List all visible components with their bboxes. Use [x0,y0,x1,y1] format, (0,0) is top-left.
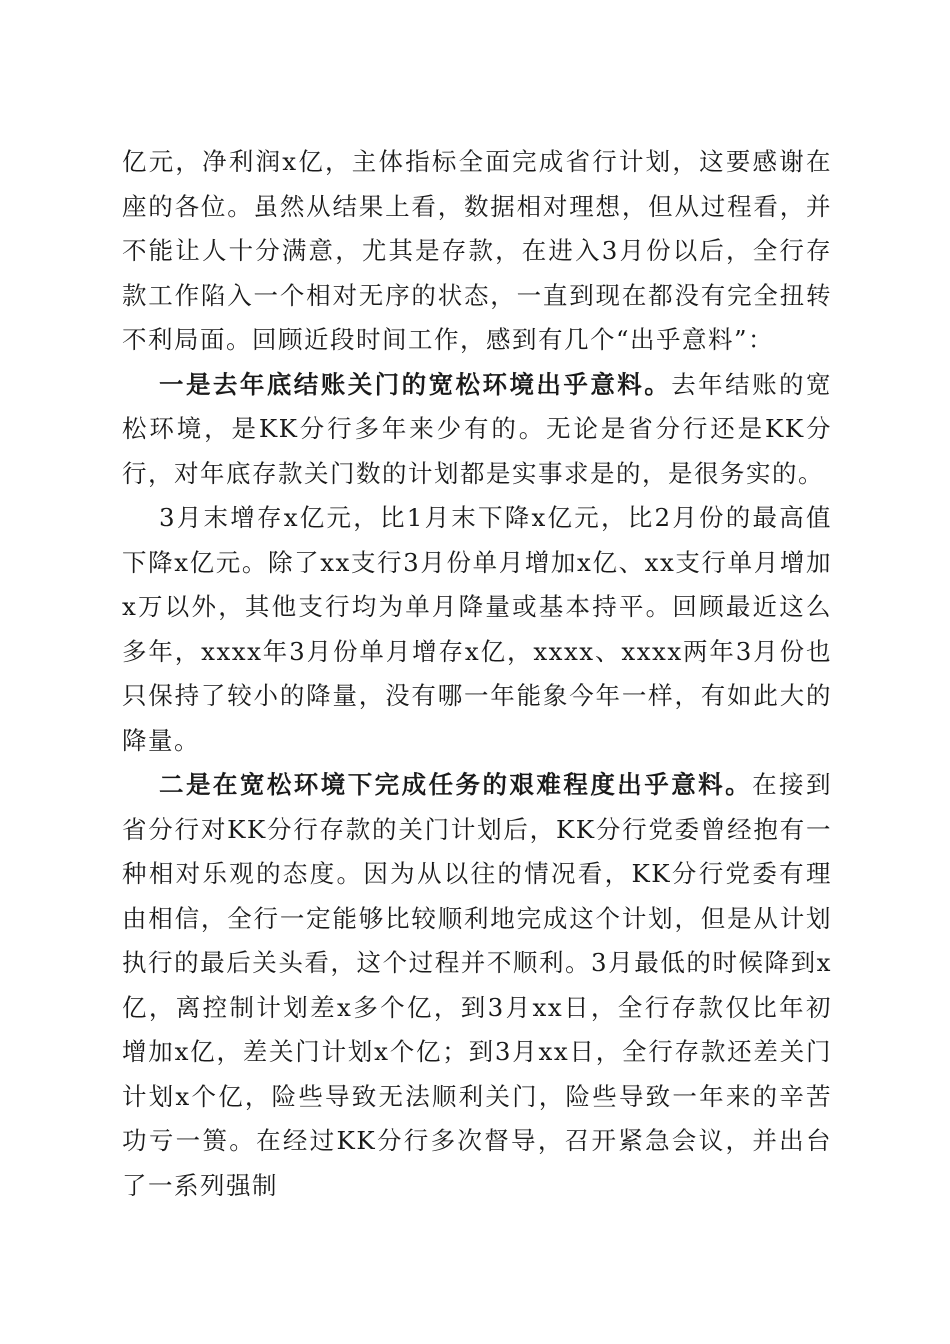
paragraph-2 [122,363,832,497]
paragraph-2-text: 去年结账的宽松环境，是KK分行多年来少有的。无论是省分行还是KK分行，对年底存款关门数的计划都是实事求是的，是很务实的。 [122,369,833,488]
document-page [122,140,832,1208]
paragraph-4-text: 在接到省分行对KK分行存款的关门计划后，KK分行党委曾经抱有一种相对乐观的态度。因为从以往的情况看，KK分行党委有理由相信，全行一定能够比较顺利地完成这个计划，但是从计划执行的最后关头看，这个过程并不顺利。3月最低的时候降到x亿，离控制计划差x多个亿，到3月xx日，全行存款仅比年初增加x亿，差关门计划x个亿；到3月xx日，全行存款还差关门计划x个亿，险些导致无法顺利关门，险些导致一年来的辛苦功亏一篑。在经过KK分行多次督导，召开紧急会议，并出台了一系列强制 [122,770,833,1200]
paragraph-1-text: 亿元，净利润x亿，主体指标全面完成省行计划，这要感谢在座的各位。虽然从结果上看，数据相对理想，但从过程看，并不能让人十分满意，尤其是存款，在进入3月份以后，全行存款工作陷入一个相对无序的状态，一直到现在都没有完全扭转不利局面。回顾近段时间工作，感到有几个“出乎意料”： [122,147,832,354]
paragraph-4-lead: 二是在宽松环境下完成任务的艰难程度出乎意料。 [159,770,753,799]
paragraph-3-text: 3月末增存x亿元，比1月末下降x亿元，比2月份的最高值下降x亿元。除了xx支行3月份单月增加x亿、xx支行单月增加x万以外，其他支行均为单月降量或基本持平。回顾最近这么多年，xxxx年3月份单月增存x亿，xxxx、xxxx两年3月份也只保持了较小的降量，没有哪一年能象今年一样，有如此大的降量。 [122,503,832,755]
paragraph-4 [122,763,832,1208]
paragraph-3 [122,496,832,763]
paragraph-1 [122,140,832,363]
paragraph-2-lead: 一是去年底结账关门的宽松环境出乎意料。 [159,369,672,399]
